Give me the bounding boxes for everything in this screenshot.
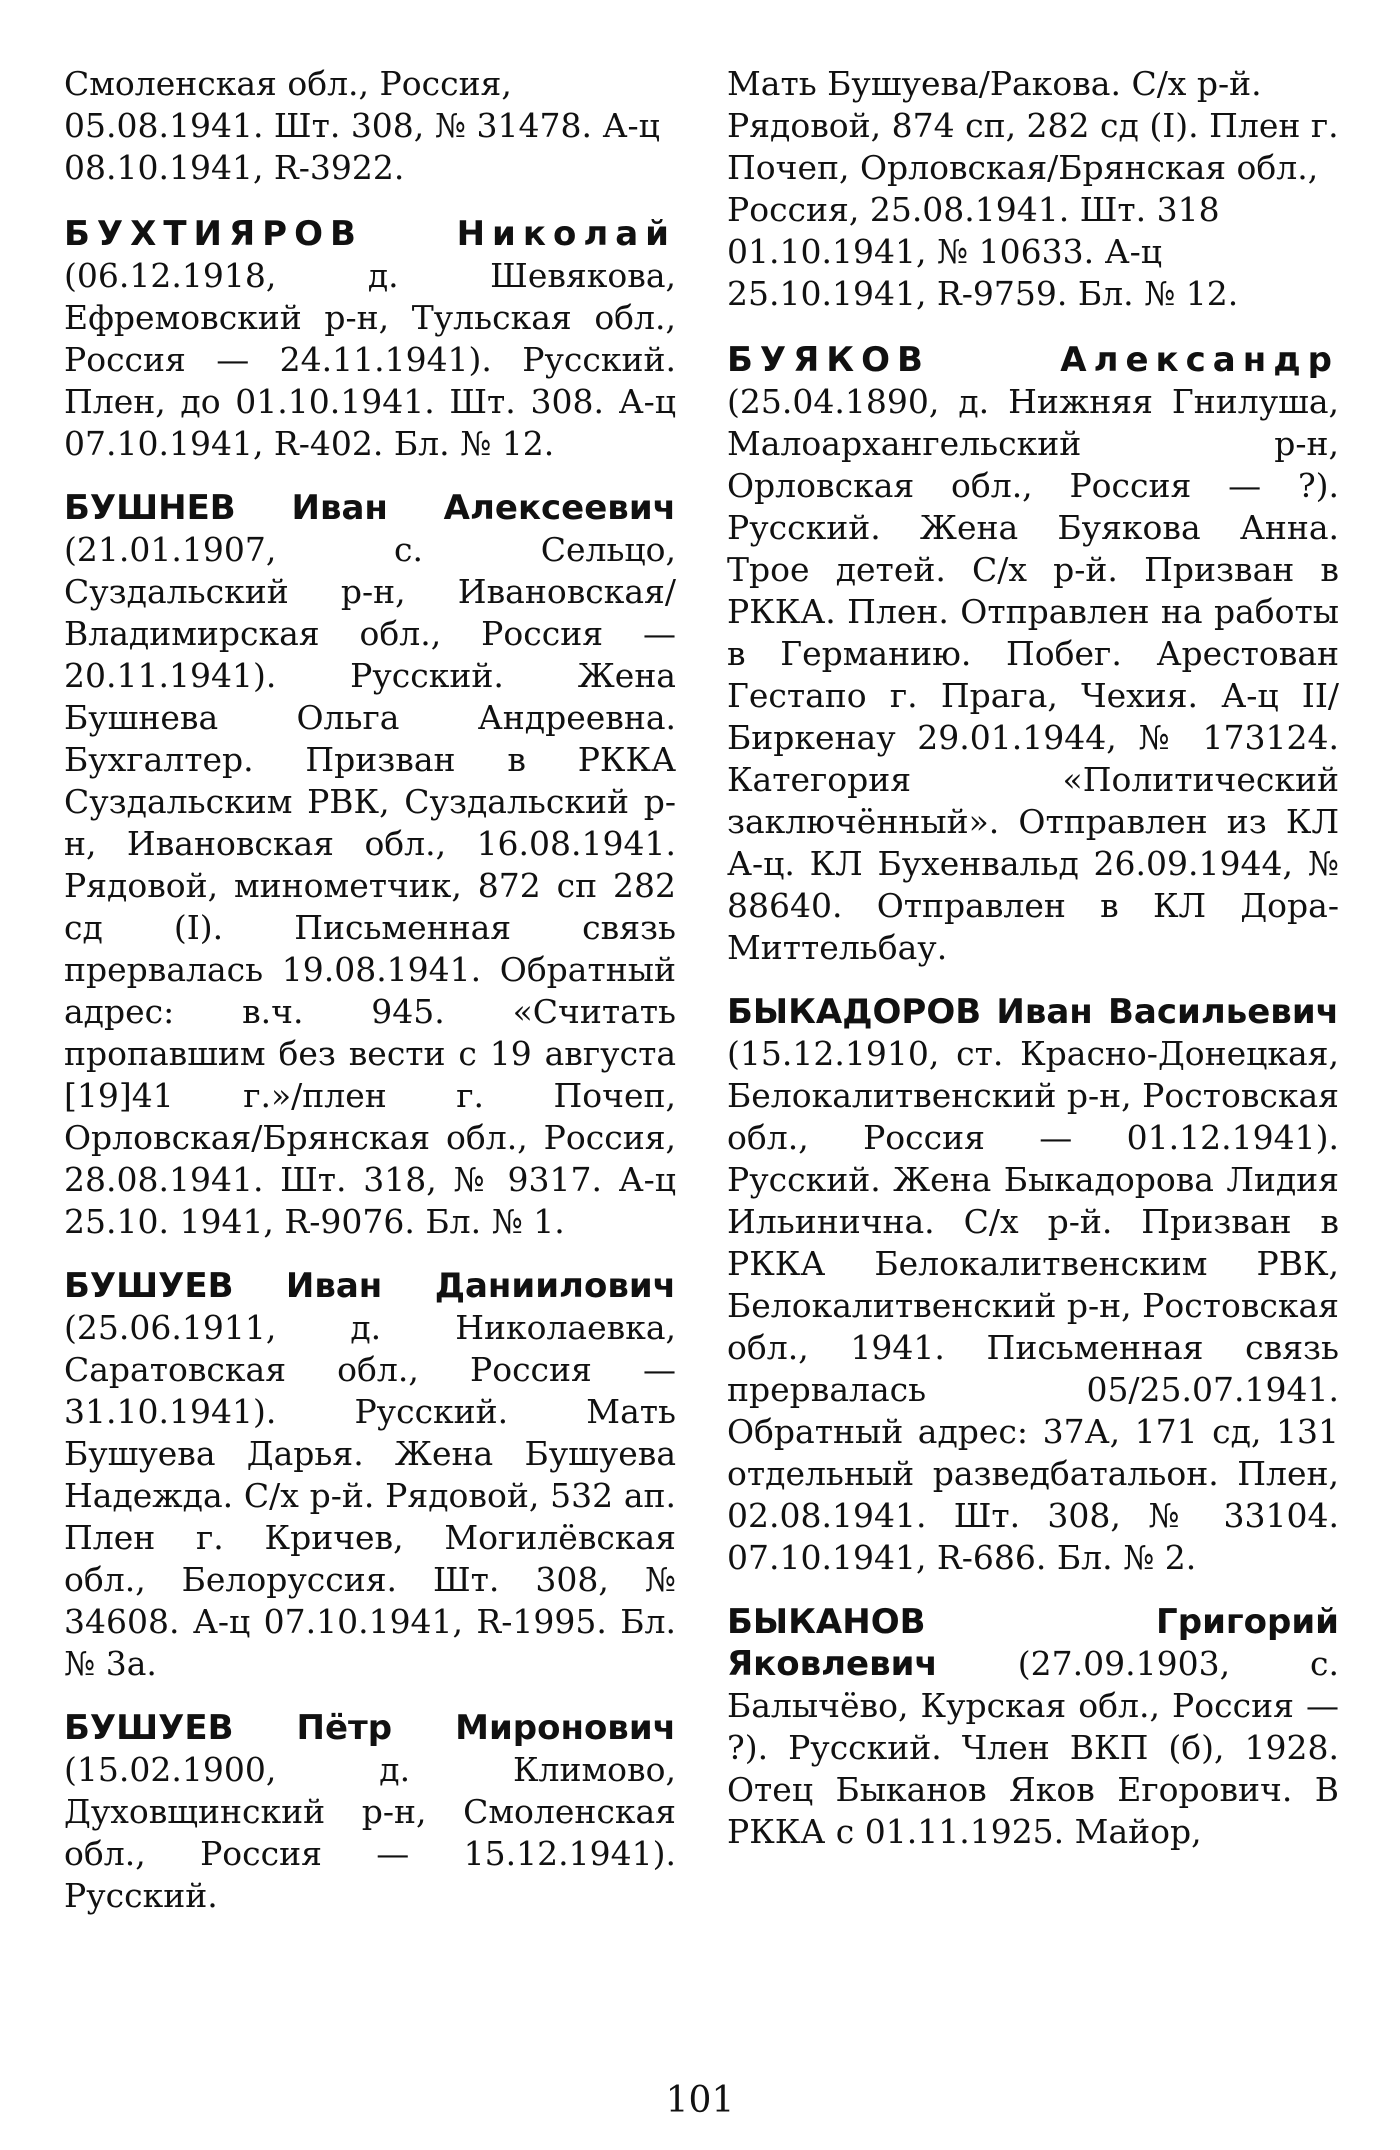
entry-text: (15.02.1900, д. Климово, Духовщинский р-н, Смоленская обл., Россия — 15.12.1941). Русский. — [64, 1750, 676, 1915]
entry-paragraph — [727, 1601, 1339, 1853]
entry-paragraph — [64, 487, 676, 1243]
entry-name: БУШНЕВ Иван Алексеевич — [64, 488, 676, 528]
entry-text: (27.09.1903, с. Балычёво, Курская обл., Россия — ?). Русский. Член ВКП (б), 1928. Отец Быканов Яков Егорович. В РККА с 01.11.1925. Майор, — [727, 1644, 1339, 1851]
entry-text: (15.12.1910, ст. Красно-Донецкая, Белокалитвенский р-н, Ростовская обл., Россия — 01.12.1941). Русский. Жена Быкадорова Лидия Ильинична. С/х р-й. Призван в РККА Белокалитвенским РВК, Белокалитвенский р-н, Ростовская обл., 1941. Письменная связь прервалась 05/25.07.1941. Обратный адрес: 37А, 171 сд, 131 отдельный разведбатальон. Плен, 02.08.1941. Шт. 308, № 33104. 07.10.1941, R-686. Бл. № 2. — [727, 1034, 1339, 1577]
entry-name: БУЯКОВ Александр — [727, 340, 1339, 380]
left-column — [64, 30, 676, 1939]
biographical-entry — [727, 991, 1339, 1579]
biographical-entry — [727, 1601, 1339, 1853]
entry-paragraph — [727, 339, 1339, 969]
biographical-entry — [727, 339, 1339, 969]
entry-name: БУШУЕВ Иван Даниилович — [64, 1266, 676, 1306]
continued-entry-text: Мать Бушуева/Ракова. С/х р-й. Рядовой, 874 сп, 282 сд (I). Плен г. Почеп, Орловская/Брянская обл., Россия, 25.08.1941. Шт. 318 01.10.1941, № 10633. А-ц 25.10.1941, R-9759. Бл. № 12. — [727, 64, 1339, 313]
biographical-entry — [64, 487, 676, 1243]
entry-paragraph — [64, 1265, 676, 1685]
biographical-entry — [64, 1265, 676, 1685]
biographical-entry — [64, 213, 676, 465]
entry-paragraph — [64, 213, 676, 465]
biographical-entry — [64, 1707, 676, 1917]
page-number: 101 — [665, 2080, 735, 2121]
entry-text: (25.06.1911, д. Николаевка, Саратовская обл., Россия — 31.10.1941). Русский. Мать Бушуева Дарья. Жена Бушуева Надежда. С/х р-й. Рядовой, 532 ап. Плен г. Кричев, Могилёвская обл., Белоруссия. Шт. 308, № 34608. А-ц 07.10.1941, R-1995. Бл. № 3а. — [64, 1308, 676, 1683]
entry-name: БЫКАДОРОВ Иван Васильевич — [727, 992, 1339, 1032]
entry-paragraph — [727, 991, 1339, 1579]
entry-text: (25.04.1890, д. Нижняя Гнилуша, Малоархангельский р-н, Орловская обл., Россия — ?). Русский. Жена Буякова Анна. Трое детей. С/х р-й. Призван в РККА. Плен. Отправлен на работы в Германию. Побег. Арестован Гестапо г. Прага, Чехия. А-ц II/Биркенау 29.01.1944, № 173124. Категория «Политический заключённый». Отправлен из КЛ А-ц. КЛ Бухенвальд 26.09.1944, № 88640. Отправлен в КЛ Дора-Миттельбау. — [727, 382, 1339, 967]
entry-text: (21.01.1907, с. Сельцо, Суздальский р-н, Ивановская/Владимирская обл., Россия — 20.11.1941). Русский. Жена Бушнева Ольга Андреевна. Бухгалтер. Призван в РККА Суздальским РВК, Суздальский р-н, Ивановская обл., 16.08.1941. Рядовой, минометчик, 872 сп 282 сд (I). Письменная связь прервалась 19.08.1941. Обратный адрес: в.ч. 945. «Считать пропавшим без вести с 19 августа [19]41 г.»/плен г. Почеп, Орловская/Брянская обл., Россия, 28.08.1941. Шт. 318, № 9317. А-ц 25.10. 1941, R-9076. Бл. № 1. — [64, 530, 676, 1241]
entry-text: (06.12.1918, д. Шевякова, Ефремовский р-н, Тульская обл., Россия — 24.11.1941). Русский. Плен, до 01.10.1941. Шт. 308. А-ц 07.10.1941, R-402. Бл. № 12. — [64, 256, 676, 463]
continued-entry-text: Смоленская обл., Россия, 05.08.1941. Шт. 308, № 31478. А-ц 08.10.1941, R-3922. — [64, 64, 660, 187]
entry-name: БУШУЕВ Пётр Миронович — [64, 1708, 676, 1748]
entry-name: БУХТИЯРОВ Николай — [64, 214, 676, 254]
entry-paragraph — [64, 1707, 676, 1917]
right-column — [727, 30, 1339, 1875]
entry-name: БЫКАНОВ Григорий Яковлевич — [727, 1602, 1339, 1684]
